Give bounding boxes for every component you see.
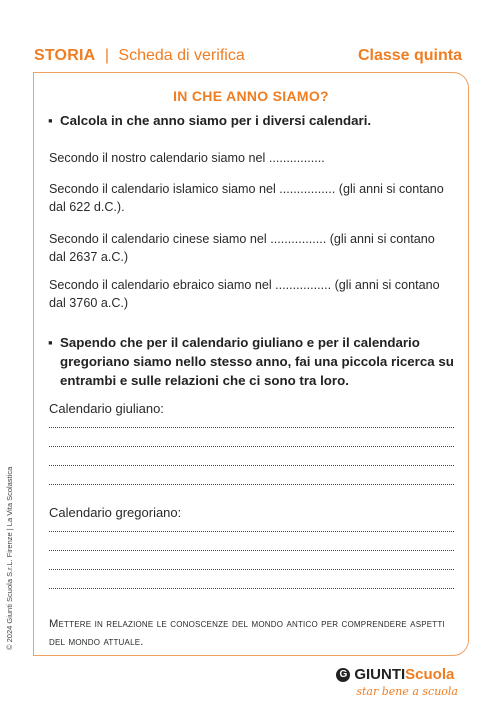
answer-line-hebrew: Secondo il calendario ebraico siamo nel ................ (gli anni si contano dal 3760 a.C.) [49,278,440,310]
question-2 [48,333,456,390]
header-separator: | [104,47,109,64]
answer-rule[interactable] [49,484,454,485]
logo-tagline: star bene a scuola [356,685,458,698]
worksheet-card [33,72,469,656]
answer-rule[interactable] [49,531,454,532]
bullet-icon: ▪ [48,335,53,350]
subject-label: STORIA [34,47,96,64]
question-1-text: Calcola in che anno siamo per i diversi calendari. [60,113,372,128]
page-header [34,44,462,68]
answer-line-ours: Secondo il nostro calendario siamo nel ................ [49,151,325,165]
answer-rule[interactable] [49,446,454,447]
giunti-g-icon: G [336,668,350,682]
julian-label: Calendario giuliano: [49,401,164,416]
answer-rule[interactable] [49,569,454,570]
worksheet-title: IN CHE ANNO SIAMO? [173,88,329,104]
answer-line-islamic: Secondo il calendario islamico siamo nel ................ (gli anni si contano dal 622 d.C.). [49,182,444,214]
answer-rule[interactable] [49,550,454,551]
publisher-logo [336,666,458,698]
bullet-icon: ▪ [48,113,53,128]
subject-line [34,47,245,65]
answer-rule[interactable] [49,588,454,589]
gregorian-label: Calendario gregoriano: [49,505,182,520]
answer-rule[interactable] [49,427,454,428]
question-2-text: Sapendo che per il calendario giuliano e per il calendario gregoriano siamo nello stesso anno, fai una piccola ricerca su entrambi e sulle relazioni che ci sono tra loro. [60,335,454,388]
answer-rule[interactable] [49,465,454,466]
logo-name-part1: GIUNTI [354,666,406,683]
learning-objective-note: Mettere in relazione le conoscenze del mondo antico per comprendere aspetti del mondo attuale. [49,618,445,648]
worksheet-label: Scheda di verifica [118,47,245,64]
answer-line-chinese: Secondo il calendario cinese siamo nel ................ (gli anni si contano dal 2637 a.C.) [49,232,435,264]
logo-name-part2: Scuola [405,666,455,683]
question-1 [48,111,456,130]
grade-label: Classe quinta [357,47,462,64]
copyright-sidebar: © 2024 Giunti Scuola S.r.L. Firenze | La Vita Scolastica [5,466,14,650]
